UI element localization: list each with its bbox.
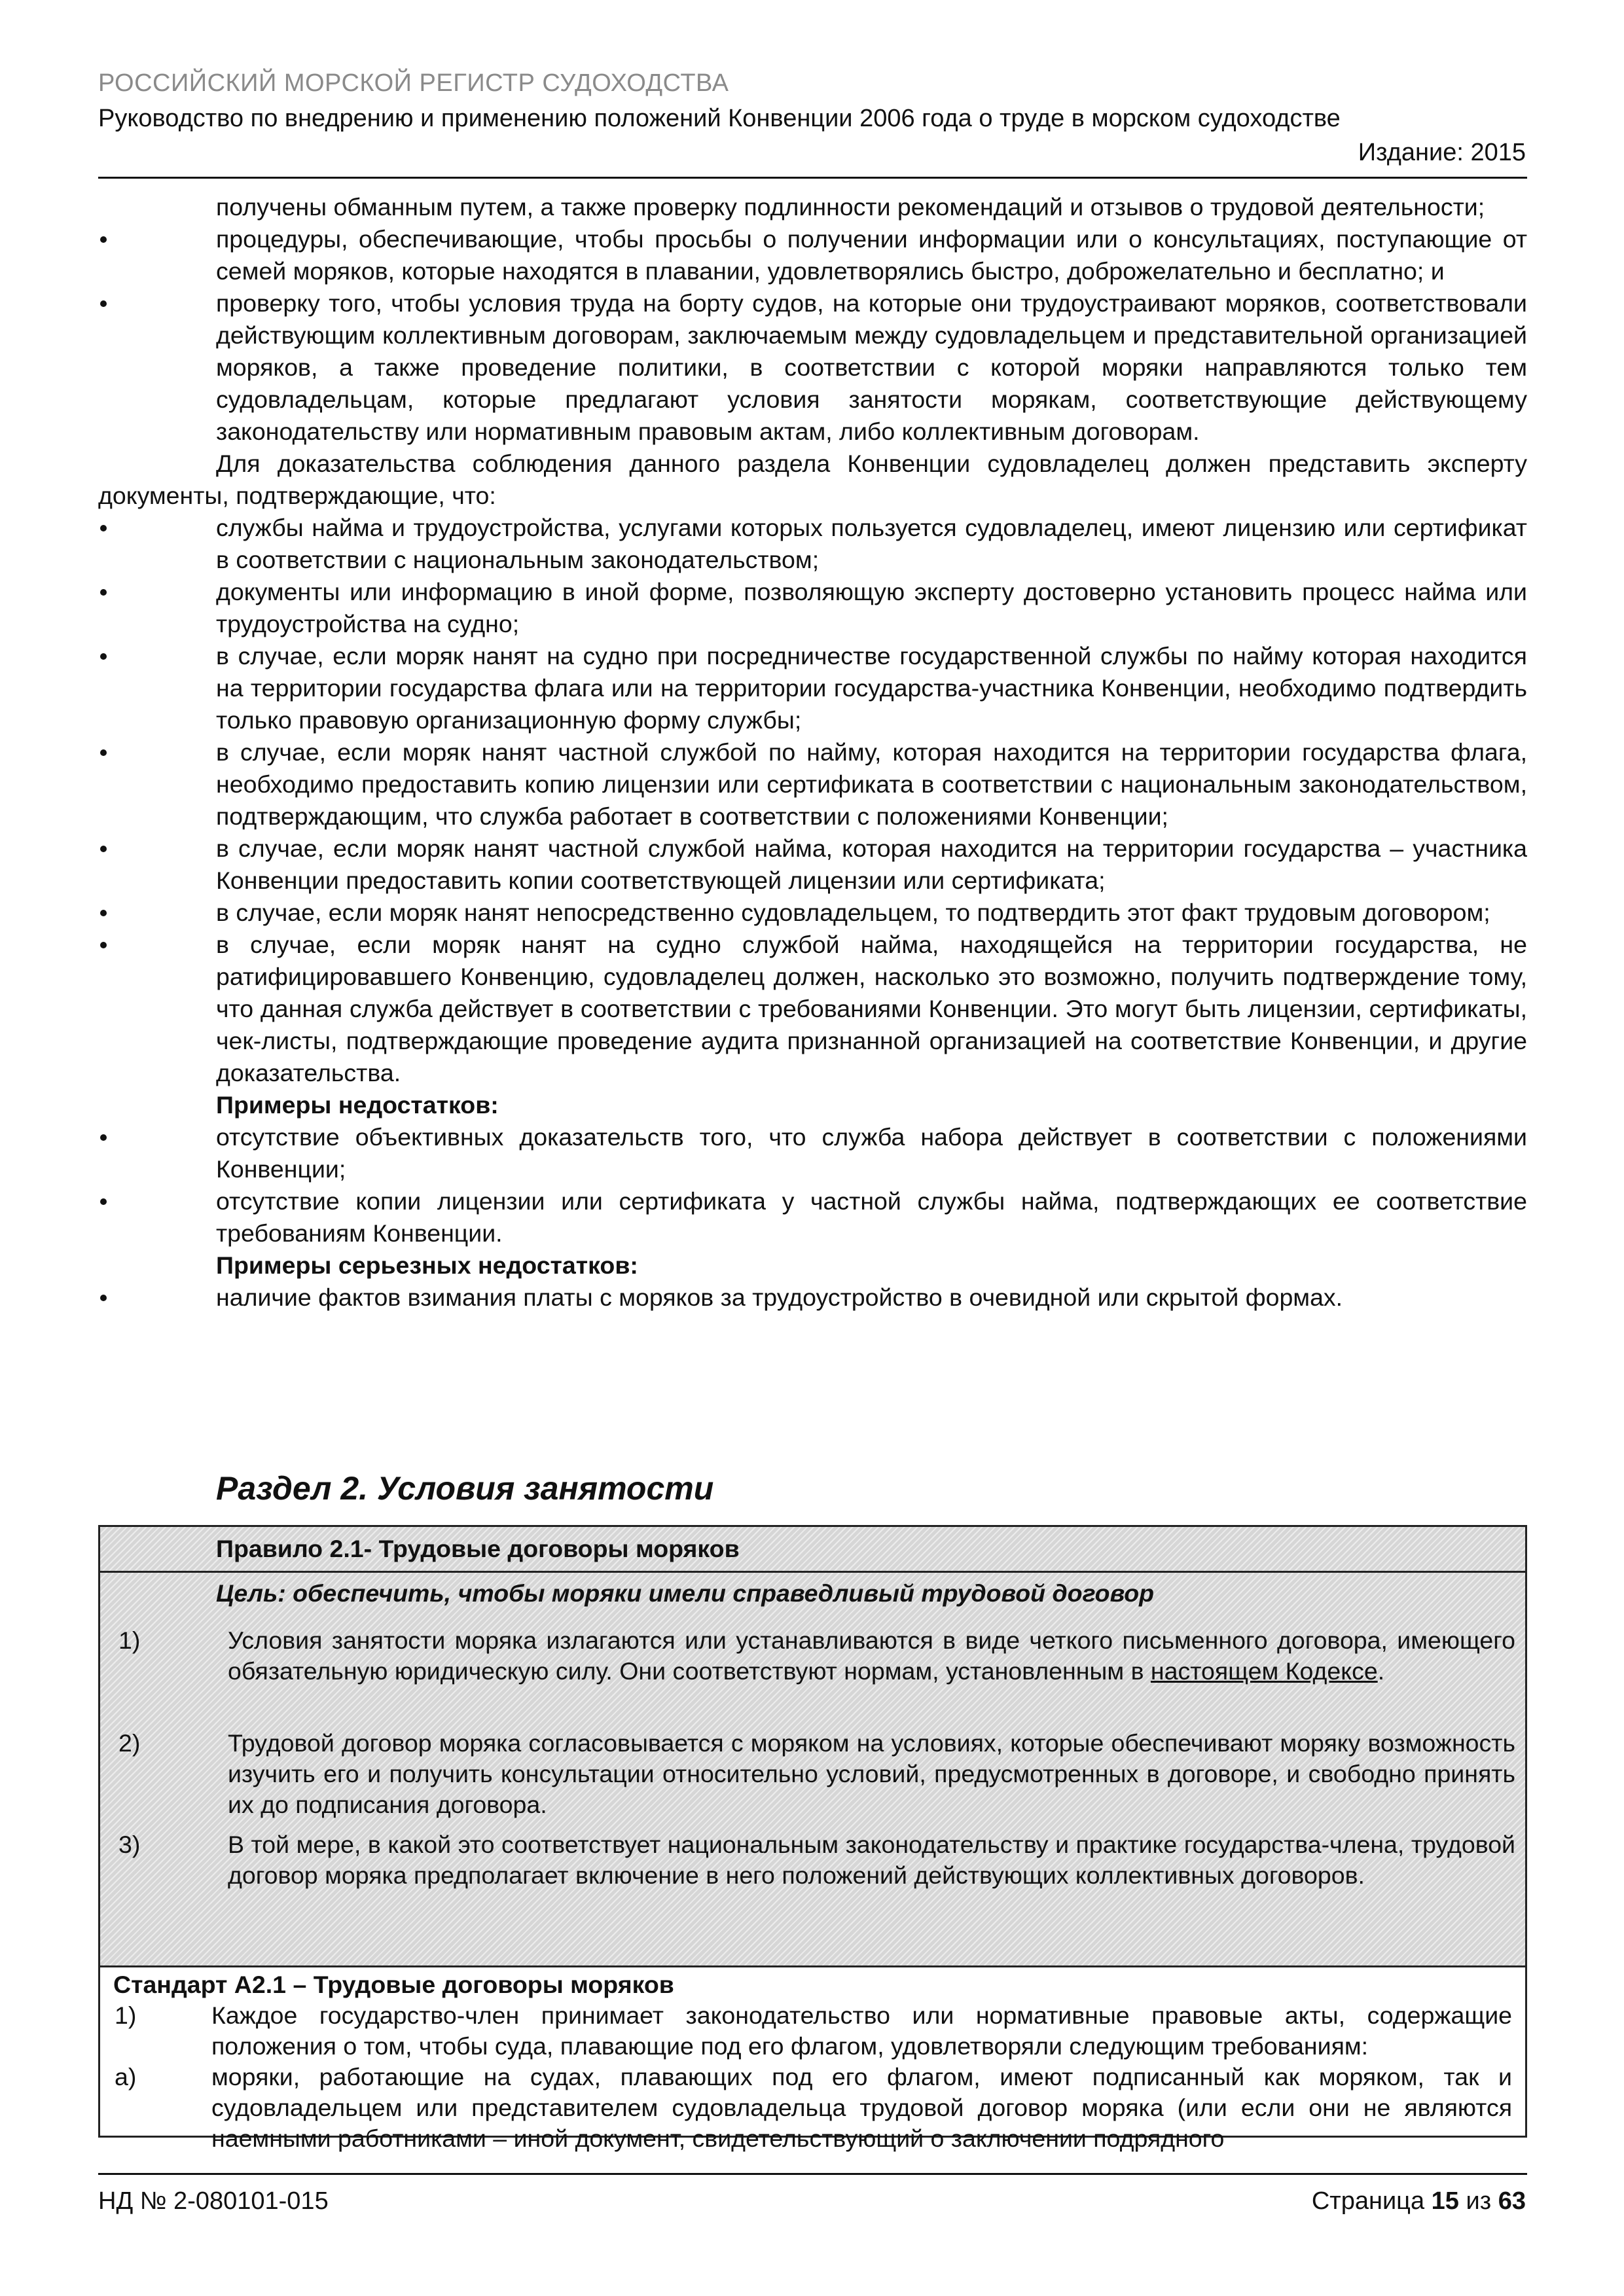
rule-item (100, 1625, 1515, 1687)
bullet-icon (100, 1198, 107, 1205)
body-text (98, 191, 1527, 1314)
rule-item-number: 1) (118, 1626, 141, 1654)
bullet-icon (100, 589, 107, 596)
rule-divider (100, 1571, 1525, 1573)
rule-item (100, 1728, 1515, 1820)
rule-item-text: Трудовой договор моряка согласовывается с моряком на условиях, которые обеспечивают моряку возможность изучить его и получить консультации относительно условий, предусмотренных в договоре, и свободно принять их до подписания договора. (228, 1729, 1515, 1818)
list-item: в случае, если моряк нанят непосредственно судовладельцем, то подтвердить этот факт трудовым договором; (98, 897, 1527, 929)
bullet-icon (100, 846, 107, 852)
opening-continuation: получены обманным путем, а также проверку подлинности рекомендаций и отзывов о трудовой деятельности; (216, 193, 1485, 221)
standard-item-text: моряки, работающие на судах, плавающих под его флагом, имеют подписанный как моряком, так и судовладельцем или представителем судовладельца трудовой договор моряка (или если они не являются наемными работниками – иной документ, свидетельствующий о заключении подрядного (211, 2063, 1512, 2152)
header-document-title: Руководство по внедрению и применению положений Конвенции 2006 года о труде в морском судоходстве (98, 105, 1341, 132)
rule-item-text: Условия занятости моряка излагаются или устанавливаются в виде четкого письменного договора, имеющего обязательную юридическую силу. Они соответствуют нормам, установленным в настоящем Кодексе. (228, 1626, 1515, 1685)
bullet-icon (100, 942, 107, 948)
bullet-icon (100, 749, 107, 756)
footer-divider (98, 2173, 1527, 2175)
standard-item (100, 2000, 1512, 2062)
header-divider (98, 177, 1527, 179)
page-total: 63 (1498, 2187, 1526, 2215)
serious-deficiency-heading: Примеры серьезных недостатков: (216, 1251, 638, 1279)
list-item: наличие фактов взимания платы с моряков за трудоустройство в очевидной или скрытой формах. (98, 1282, 1527, 1314)
footer-page-indicator (1312, 2187, 1526, 2215)
standard-item (100, 2062, 1512, 2154)
list-item: в случае, если моряк нанят частной службой по найму, которая находится на территории государства флага, необходимо предоставить копию лицензии или сертификата в соответствии с национальным законодательством, подтверждающим, что служба работает в соответствии с положениями Конвенции; (98, 736, 1527, 833)
header-edition: Издание: 2015 (1358, 139, 1526, 166)
page-current: 15 (1431, 2187, 1459, 2215)
standard-title: Стандарт A2.1 – Трудовые договоры моряков (113, 1971, 674, 1998)
rule-item-number: 2) (118, 1729, 141, 1757)
standard-box (98, 1965, 1527, 2152)
rule-box (98, 1525, 1527, 1967)
bullet-icon (100, 525, 107, 531)
list-item: в случае, если моряк нанят на судно при посредничестве государственной службы по найму которая находится на территории государства флага или на территории государства-участника Конвенции, необходимо подтвердить только правовую организационную форму службы; (98, 640, 1527, 736)
standard-item-text: Каждое государство-член принимает законодательство или нормативные правовые акты, содержащие положения о том, чтобы суда, плавающие под его флагом, удовлетворяли следующим требованиям: (211, 2001, 1512, 2060)
rule-item-number: 3) (118, 1831, 141, 1858)
bullet-icon (100, 1134, 107, 1141)
page-of: из (1466, 2187, 1492, 2215)
list-item: отсутствие объективных доказательств того, что служба набора действует в соответствии с положениями Конвенции; (98, 1121, 1527, 1185)
list-item: проверку того, чтобы условия труда на борту судов, на которые они трудоустраивают моряков, соответствовали действующим коллективным договорам, заключаемым между судовладельцем и представительной организацией моряков, а также проведение политики, в соответствии с которой моряки направляются только тем судовладельцам, которые предлагают условия занятости морякам, соответствующие действующему законодательству или нормативным правовым актам, либо коллективным договорам. (98, 287, 1527, 448)
section-title: Раздел 2. Условия занятости (216, 1470, 714, 1507)
list-item: отсутствие копии лицензии или сертификата у частной службы найма, подтверждающих ее соответствие требованиям Конвенции. (98, 1185, 1527, 1249)
bullet-icon (100, 236, 107, 243)
code-link[interactable]: настоящем Кодексе (1150, 1657, 1378, 1685)
bullet-icon (100, 653, 107, 660)
list-item: процедуры, обеспечивающие, чтобы просьбы о получении информации или о консультациях, поступающие от семей моряков, которые находятся в плавании, удовлетворялись быстро, доброжелательно и бесплатно; и (98, 223, 1527, 287)
bullet-icon (100, 300, 107, 307)
bullet-icon (100, 1295, 107, 1301)
standard-item-number: a) (115, 2063, 137, 2090)
rule-item-text: В той мере, в какой это соответствует национальным законодательству и практике государства-члена, трудовой договор моряка предполагает включение в него положений действующих коллективных договоров. (228, 1831, 1515, 1889)
list-item: в случае, если моряк нанят на судно службой найма, находящейся на территории государства, не ратифицировавшего Конвенцию, судовладелец должен, насколько это возможно, получить подтверждение тому, что данная служба действует в соответствии с требованиями Конвенции. Это могут быть лицензии, сертификаты, чек-листы, подтверждающие проведение аудита признанной организацией на соответствие Конвенции, и другие доказательства. (98, 929, 1527, 1089)
rule-item (100, 1829, 1515, 1891)
bullet-icon (100, 910, 107, 916)
header-organization: РОССИЙСКИЙ МОРСКОЙ РЕГИСТР СУДОХОДСТВА (98, 69, 729, 97)
rule-goal: Цель: обеспечить, чтобы моряки имели справедливый трудовой договор (216, 1579, 1155, 1607)
list-item: в случае, если моряк нанят частной службой найма, которая находится на территории государства – участника Конвенции предоставить копии соответствующей лицензии или сертификата; (98, 833, 1527, 897)
rule-title: Правило 2.1- Трудовые договоры моряков (216, 1535, 740, 1562)
standard-item-number: 1) (115, 2001, 137, 2029)
list-item: службы найма и трудоустройства, услугами которых пользуется судовладелец, имеют лицензию или сертификат в соответствии с национальным законодательством; (98, 512, 1527, 576)
evidence-intro: Для доказательства соблюдения данного раздела Конвенции судовладелец должен представить эксперту документы, подтверждающие, что: (98, 450, 1527, 509)
page-label: Страница (1311, 2187, 1425, 2215)
deficiency-heading: Примеры недостатков: (216, 1091, 499, 1119)
footer-doc-number: НД № 2-080101-015 (98, 2187, 329, 2215)
list-item: документы или информацию в иной форме, позволяющую эксперту достоверно установить процесс найма или трудоустройства на судно; (98, 576, 1527, 640)
